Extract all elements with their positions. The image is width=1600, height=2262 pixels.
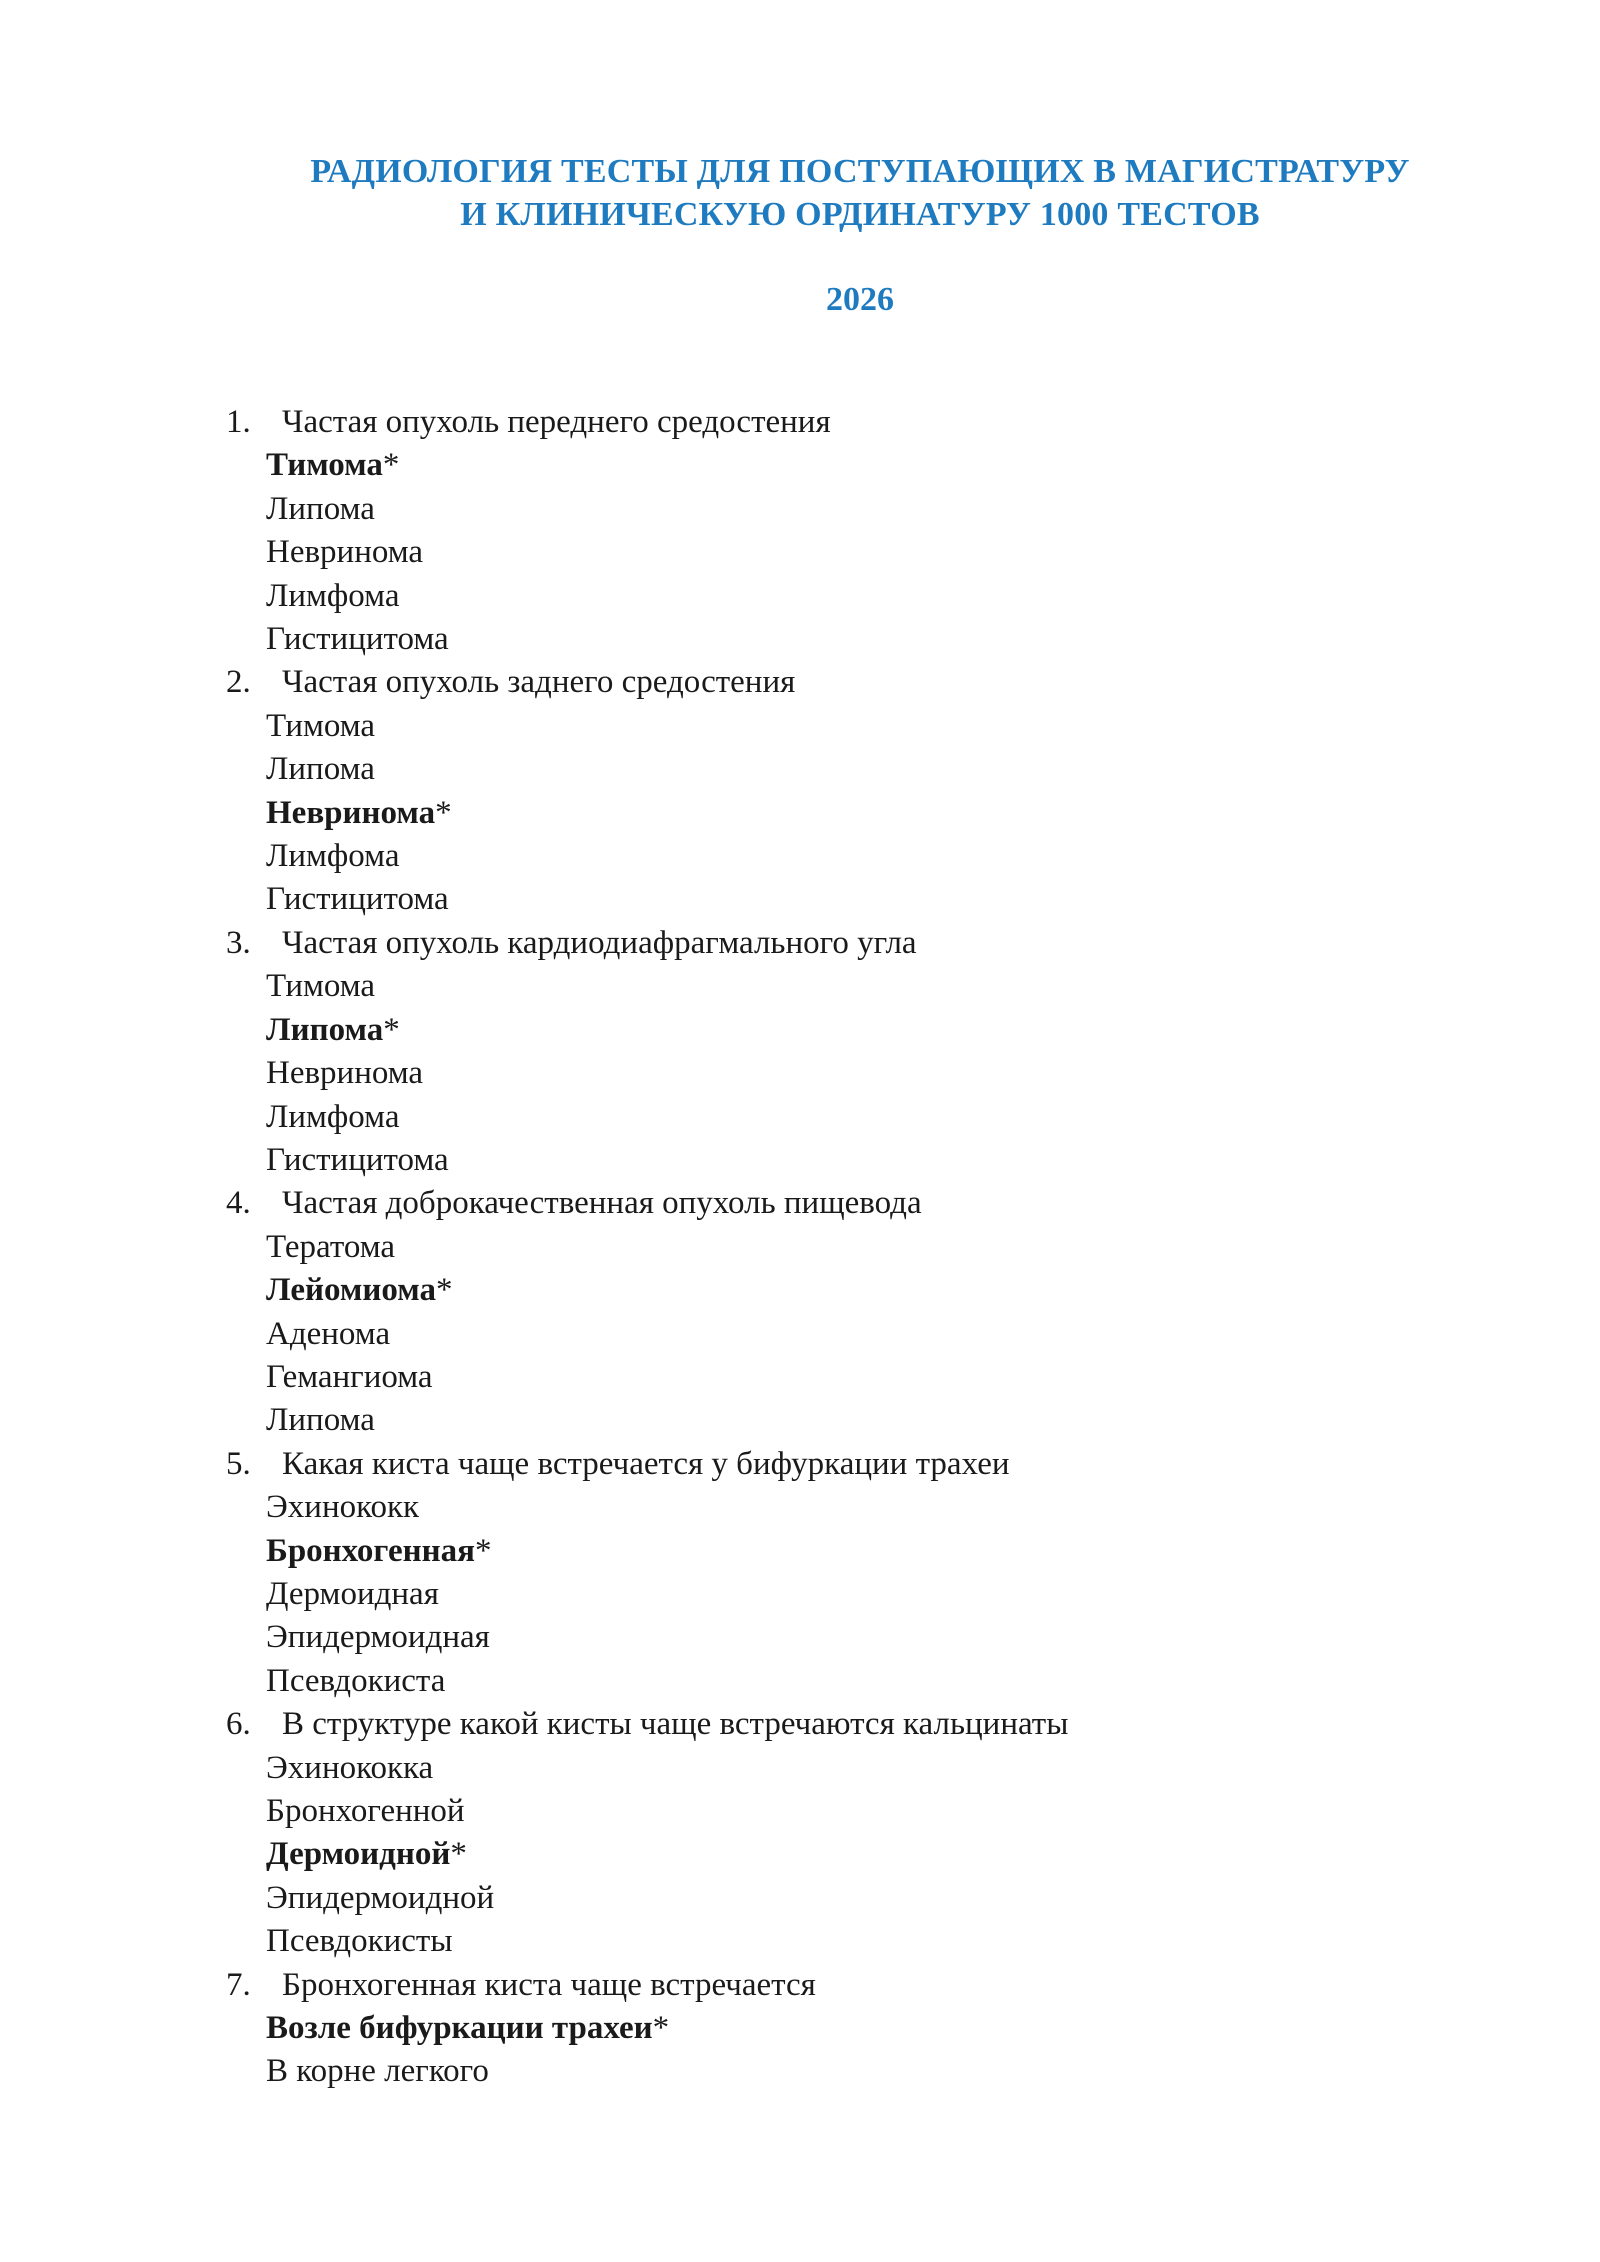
answer-option (266, 1877, 1426, 1920)
answer-option-text: Лимфома (266, 1098, 400, 1135)
answer-option-text: Гистицитома (266, 621, 449, 658)
question-item (226, 661, 1426, 921)
question-item (226, 401, 1426, 661)
answer-option-text: В корне легкого (266, 2053, 489, 2090)
answer-option-correct (266, 444, 1426, 487)
question-text: Частая доброкачественная опухоль пищевода (282, 1185, 922, 1222)
answer-option-text: Невринома (266, 1055, 424, 1092)
answer-option (266, 1139, 1426, 1182)
answer-option (266, 1226, 1426, 1269)
answer-option (266, 705, 1426, 748)
question-item (226, 1443, 1426, 1703)
answer-option (266, 1399, 1426, 1442)
question-item (226, 1964, 1426, 2094)
question-line (226, 1964, 1426, 2007)
answer-option (266, 748, 1426, 791)
answer-option (266, 1313, 1426, 1356)
document-title-line-1: РАДИОЛОГИЯ ТЕСТЫ ДЛЯ ПОСТУПАЮЩИХ В МАГИСТРАТУРУ (310, 153, 1410, 190)
answer-option (266, 835, 1426, 878)
document-year: 2026 (826, 281, 894, 318)
correct-answer-marker: * (436, 1272, 453, 1309)
answer-option-correct (266, 1009, 1426, 1052)
answer-option-text: Липома (266, 1011, 384, 1048)
answer-option (266, 1920, 1426, 1963)
question-text: В структуре какой кисты чаще встречаются кальцинаты (282, 1706, 1069, 1743)
question-item (226, 922, 1426, 1182)
question-list (226, 401, 1426, 2094)
answer-options (226, 1486, 1426, 1703)
question-line (226, 1182, 1426, 1225)
correct-answer-marker: * (435, 794, 452, 831)
correct-answer-marker: * (383, 1011, 400, 1048)
answer-option (266, 1573, 1426, 1616)
answer-options (226, 1226, 1426, 1443)
answer-option-text: Тимома (266, 707, 376, 744)
answer-option-text: Эхинококк (266, 1489, 420, 1526)
answer-option (266, 1616, 1426, 1659)
answer-option (266, 878, 1426, 921)
answer-option-text: Аденома (266, 1315, 391, 1352)
question-item (226, 1182, 1426, 1442)
answer-option-text: Невринома (266, 794, 436, 831)
answer-option (266, 1790, 1426, 1833)
question-number: 6. (226, 1706, 251, 1743)
answer-option-correct (266, 2007, 1426, 2050)
question-number: 4. (226, 1185, 251, 1222)
answer-option (266, 575, 1426, 618)
answer-options (226, 2007, 1426, 2094)
answer-option (266, 1747, 1426, 1790)
answer-option (266, 1096, 1426, 1139)
answer-option-text: Псевдокиста (266, 1662, 446, 1699)
answer-option (266, 531, 1426, 574)
answer-option-text: Лимфома (266, 577, 400, 614)
answer-option-text: Липома (266, 751, 375, 788)
question-number: 5. (226, 1445, 251, 1482)
answer-option-text: Лейомиома (266, 1272, 437, 1309)
answer-option-text: Бронхогенная (266, 1532, 476, 1569)
answer-option (266, 618, 1426, 661)
correct-answer-marker: * (450, 1836, 467, 1873)
answer-option-text: Гемангиома (266, 1358, 433, 1395)
answer-option-text: Гистицитома (266, 881, 449, 918)
answer-option-text: Псевдокисты (266, 1923, 453, 1960)
question-text: Бронхогенная киста чаще встречается (282, 1966, 816, 2003)
answer-option (266, 1356, 1426, 1399)
answer-option (266, 488, 1426, 531)
question-text: Частая опухоль заднего средостения (282, 664, 796, 701)
question-number: 3. (226, 924, 251, 961)
answer-option-text: Тератома (266, 1228, 396, 1265)
answer-option-text: Гистицитома (266, 1141, 449, 1178)
answer-option-correct (266, 792, 1426, 835)
answer-option-text: Бронхогенной (266, 1793, 465, 1829)
correct-answer-marker: * (652, 2010, 670, 2047)
answer-option-text: Эхинококка (266, 1749, 434, 1786)
question-line (226, 401, 1426, 444)
answer-option-correct (266, 1530, 1426, 1573)
answer-option (266, 1486, 1426, 1529)
answer-option (266, 1052, 1426, 1095)
question-number: 7. (226, 1966, 251, 2003)
answer-options (226, 705, 1426, 922)
answer-options (226, 1747, 1426, 1964)
question-number: 1. (226, 404, 251, 440)
question-text: Частая опухоль переднего средостения (282, 404, 831, 440)
question-line (226, 661, 1426, 704)
question-text: Частая опухоль кардиодиафрагмального угла (282, 924, 917, 961)
question-number: 2. (226, 664, 251, 701)
answer-option (266, 2050, 1426, 2093)
answer-option (266, 1660, 1426, 1703)
answer-option-text: Эпидермоидная (266, 1619, 490, 1656)
answer-option-text: Тимома (266, 968, 376, 1005)
question-item (226, 1703, 1426, 1963)
answer-option-correct (266, 1269, 1426, 1312)
correct-answer-marker: * (475, 1532, 492, 1569)
answer-option-text: Эпидермоидной (266, 1879, 495, 1916)
answer-option-text: Липома (266, 490, 375, 527)
answer-option-text: Лимфома (266, 838, 400, 875)
answer-option-correct (266, 1833, 1426, 1876)
document-title-line-2: И КЛИНИЧЕСКУЮ ОРДИНАТУРУ 1000 ТЕСТОВ (460, 196, 1260, 233)
question-text: Какая киста чаще встречается у бифуркации трахеи (282, 1445, 1010, 1482)
question-line (226, 1703, 1426, 1746)
answer-option-text: Дермоидной (266, 1836, 451, 1873)
answer-option-text: Дермоидная (266, 1575, 439, 1612)
document-title (0, 150, 1600, 236)
answer-option (266, 965, 1426, 1008)
question-line (226, 922, 1426, 965)
answer-option-text: Липома (266, 1402, 375, 1439)
answer-option-text: Невринома (266, 534, 424, 571)
correct-answer-marker: * (382, 447, 400, 484)
answer-options (226, 965, 1426, 1182)
answer-option-text: Возле бифуркации трахеи (266, 2010, 653, 2047)
question-line (226, 1443, 1426, 1486)
answer-option-text: Тимома (266, 447, 383, 484)
answer-options (226, 444, 1426, 661)
